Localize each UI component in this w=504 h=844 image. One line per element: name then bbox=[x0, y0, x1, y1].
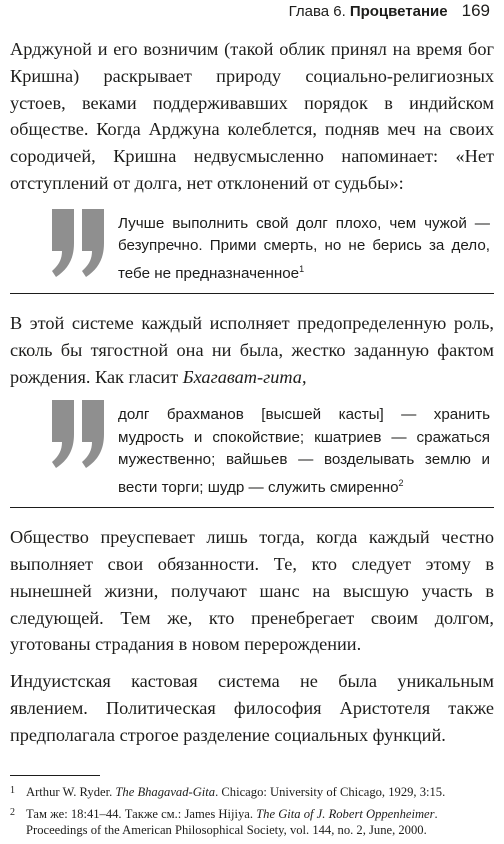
footnote-divider bbox=[10, 775, 100, 776]
footnote-2-number: 2 bbox=[10, 806, 15, 818]
footnote-2-title: The Gita of J. Robert Oppenheimer bbox=[256, 806, 435, 821]
footnote-1 bbox=[10, 784, 494, 800]
footnote-2-publisher: . Proceedings of the American Philosophical Society, vol. 144, no. 2, June, 2000. bbox=[26, 806, 438, 837]
book-title-gita: Бхагават-гита bbox=[182, 366, 302, 387]
footnote-ref-2[interactable]: 2 bbox=[398, 477, 404, 488]
footnote-2-text bbox=[26, 806, 494, 838]
quote-2-body: долг брахманов [высшей касты] — хранить мудрость и спокойствие; кшатриев — сражаться мужественно; вайшьев — возделывать землю и вести торги; шудр — служить смиренно bbox=[118, 406, 490, 496]
footnote-1-author: Arthur W. Ryder. bbox=[26, 784, 116, 799]
page-number: 169 bbox=[461, 1, 490, 20]
footnote-1-publisher: . Chicago: University of Chicago, 1929, 3:15. bbox=[215, 784, 446, 799]
paragraph-2-text: В этой системе каждый исполняет предопределенную роль, сколь бы тягостной она ни была, жестко заданную фактом рождения. Как гласит bbox=[10, 313, 494, 387]
footnote-1-number: 1 bbox=[10, 784, 15, 796]
paragraph-4: Индуистская кастовая система не была уникальным явлением. Политическая философия Аристотеля также предполагала строгое разделение социальных функций. bbox=[10, 671, 494, 745]
quote-1-body: Лучше выполнить свой долг плохо, чем чужой — безупречно. Прими смерть, но не берись за дело, тебе не предназначенное bbox=[118, 214, 490, 282]
quote-1-text bbox=[118, 213, 490, 285]
double-closing-quote-icon bbox=[50, 394, 110, 474]
footnote-2-source: Там же: 18:41–44. Также см.: James Hijiya. bbox=[26, 806, 257, 821]
footnote-1-title: The Bhagavad-Gita bbox=[115, 784, 216, 799]
quote-2-text bbox=[118, 404, 490, 499]
footnote-ref-1[interactable]: 1 bbox=[299, 263, 305, 274]
pull-quote-1 bbox=[10, 213, 494, 294]
double-closing-quote-icon bbox=[50, 203, 110, 283]
footnote-2 bbox=[10, 806, 494, 838]
chapter-label: Глава 6. bbox=[288, 3, 346, 20]
paragraph-1: Арджуной и его возничим (такой облик принял на время бог Кришна) раскрывает природу социально-религиозных устоев, веками поддерживавших порядок в индийском обществе. Когда Арджуна колеблется, подняв меч на своих сородичей, Кришна недвусмысленно напоминает: «Нет отступлений от долга, нет отклонений от судьбы»: bbox=[10, 39, 494, 193]
pull-quote-2 bbox=[10, 404, 494, 508]
page-header bbox=[289, 0, 490, 22]
page-body bbox=[10, 36, 494, 844]
chapter-title: Процветание bbox=[349, 3, 448, 20]
paragraph-2-end: , bbox=[301, 366, 307, 387]
paragraph-3: Общество преуспевает лишь тогда, когда каждый честно выполняет свои обязанности. Те, кто следует этому в нынешней жизни, получают шанс на высшую участь в следующей. Тем же, кто пренебрегает своим долгом, уготованы страдания в новом перерождении. bbox=[10, 527, 494, 655]
footnote-1-text bbox=[26, 784, 494, 800]
paragraph-2 bbox=[10, 310, 494, 390]
